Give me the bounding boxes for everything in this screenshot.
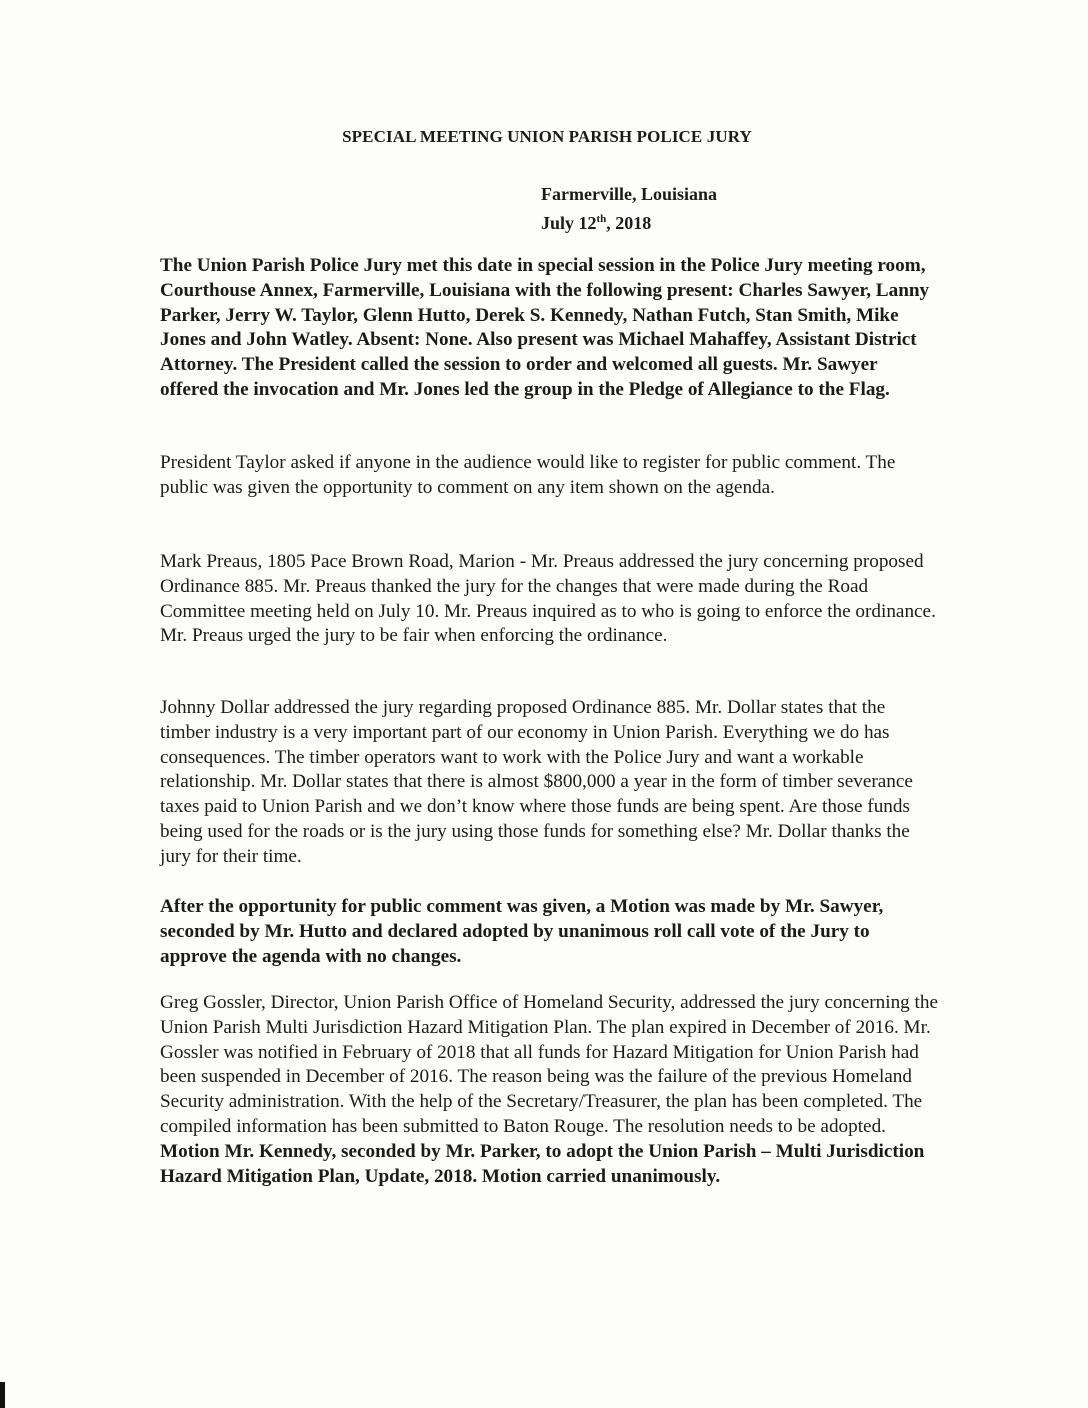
meeting-date-main: July 12 [541, 213, 597, 233]
meeting-date-suffix-ordinal: th [596, 213, 607, 225]
hazard-mitigation-text: Greg Gossler, Director, Union Parish Office of Homeland Security, addressed the jury concerning the Union Parish Multi Jurisdiction Hazard Mitigation Plan. The plan expired in December of 2016. Mr. Gossler was notified in February of 2018 that all funds for Hazard Mitigation for Union Parish had been suspended in December of 2016. The reason being was the failure of the previous Homeland Security administration. With the help of the Secretary/Treasurer, the plan has been completed. The compiled information has been submitted to Baton Rouge. The resolution needs to be adopted. [160, 992, 938, 1137]
paragraph-dollar-comment: Johnny Dollar addressed the jury regarding proposed Ordinance 885. Mr. Dollar states that the timber industry is a very important part of our economy in Union Parish. Everything we do has consequences. The timber operators want to work with the Police Jury and want a workable relationship. Mr. Dollar states that there is almost $800,000 a year in the form of timber severance taxes paid to Union Parish and we don’t know where those funds are being spent. Are those funds being used for the roads or is the jury using those funds for something else? Mr. Dollar thanks the jury for their time. [160, 697, 913, 867]
document-title: SPECIAL MEETING UNION PARISH POLICE JURY [342, 127, 752, 146]
paragraph-preaus-comment: Mark Preaus, 1805 Pace Brown Road, Marion - Mr. Preaus addressed the jury concerning proposed Ordinance 885. Mr. Preaus thanked the jury for the changes that were made during the Road Committee meeting held on July 10. Mr. Preaus inquired as to who is going to enforce the ordinance. Mr. Preaus urged the jury to be fair when enforcing the ordinance. [160, 551, 936, 647]
meeting-date [541, 207, 717, 236]
scan-edge-mark [0, 1382, 5, 1408]
meeting-location: Farmerville, Louisiana [541, 184, 717, 204]
paragraph-hazard-mitigation [160, 991, 940, 1189]
meeting-date-year: , 2018 [606, 213, 652, 233]
paragraph-public-comment-call: President Taylor asked if anyone in the audience would like to register for public comment. The public was given the opportunity to comment on any item shown on the agenda. [160, 452, 896, 498]
hazard-mitigation-motion: Motion Mr. Kennedy, seconded by Mr. Parker, to adopt the Union Parish – Multi Jurisdiction Hazard Mitigation Plan, Update, 2018. Motion carried unanimously. [160, 1140, 925, 1187]
meeting-location-date [541, 182, 717, 236]
paragraph-agenda-motion: After the opportunity for public comment was given, a Motion was made by Mr. Sawyer, seconded by Mr. Hutto and declared adopted by unanimous roll call vote of the Jury to approve the agenda with no changes. [160, 896, 884, 967]
paragraph-attendance: The Union Parish Police Jury met this date in special session in the Police Jury meeting room, Courthouse Annex, Farmerville, Louisiana with the following present: Charles Sawyer, Lanny Parker, Jerry W. Taylor, Glenn Hutto, Derek S. Kennedy, Nathan Futch, Stan Smith, Mike Jones and John Watley. Absent: None. Also present was Michael Mahaffey, Assistant District Attorney. The President called the session to order and welcomed all guests. Mr. Sawyer offered the invocation and Mr. Jones led the group in the Pledge of Allegiance to the Flag. [160, 255, 930, 400]
